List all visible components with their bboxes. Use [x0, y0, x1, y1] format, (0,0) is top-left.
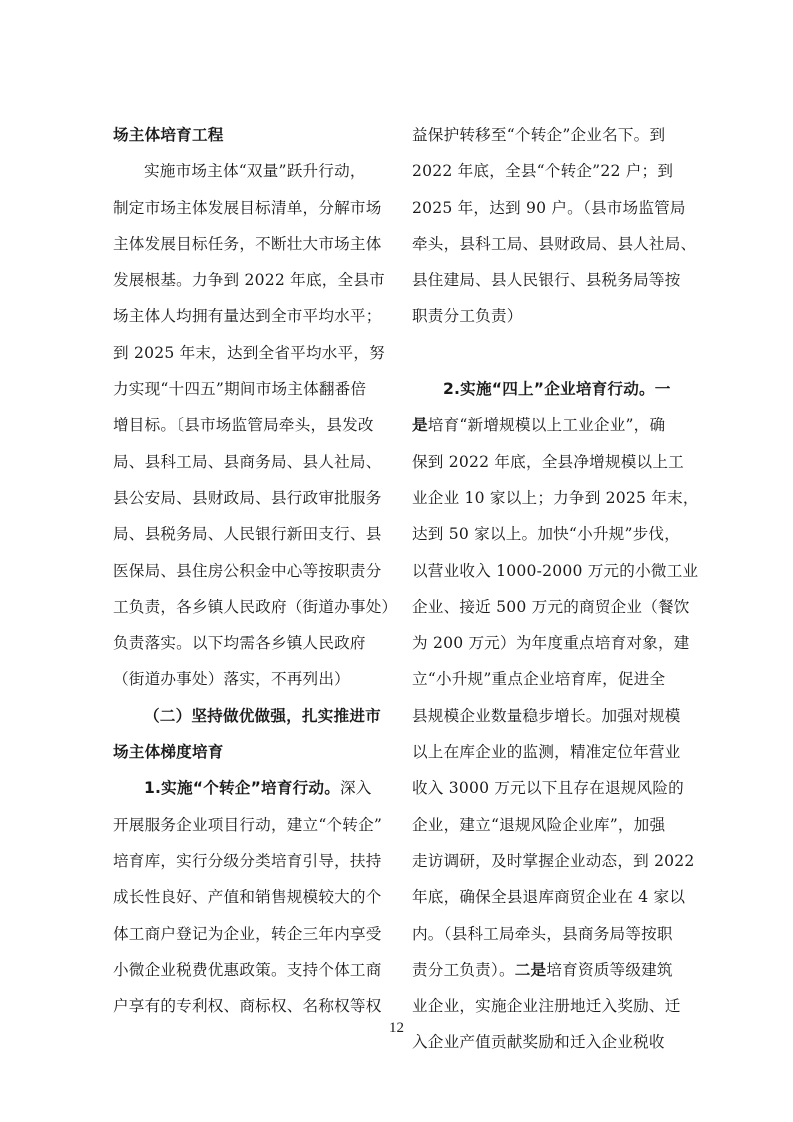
text-line: [412, 843, 704, 879]
line-text: 以上在库企业的监测，精准定位年营业: [412, 743, 681, 762]
line-text: 培育库，实行分级分类培育引导，扶持: [113, 851, 382, 870]
text-line: [412, 734, 704, 770]
line-text: 增目标。〔县市场监管局牵头，县发改: [113, 416, 374, 435]
line-text: 企业，建立“退规风险企业库”，加强: [412, 815, 666, 834]
line-text: 成长性良好、产值和销售规模较大的个: [113, 888, 382, 907]
bold-run: 是: [412, 416, 428, 435]
text-line: [412, 807, 704, 843]
text-line: [412, 589, 704, 625]
line-text: 力实现“十四五”期间市场主体翻番倍: [113, 380, 367, 399]
text-line: [113, 516, 403, 552]
text-line: [412, 988, 704, 1024]
text-line: [412, 625, 704, 661]
line-text: 负责落实。以下均需各乡镇人民政府: [113, 634, 366, 653]
line-text: （二）坚持做优做强，扎实推进市: [144, 706, 381, 725]
text-line: [113, 298, 403, 334]
text-line: [113, 770, 403, 806]
text-line: [113, 335, 403, 371]
line-text: 内。（县科工局牵头，县商务局等按职: [412, 924, 673, 943]
line-text: 达到 50 家以上。加快“小升规”步伐，: [412, 525, 681, 544]
line-text: 业企业 10 家以上；力争到 2025 年末，: [412, 488, 699, 507]
line-text: 为 200 万元）为年度重点培育对象，建: [412, 634, 690, 653]
bold-run: 二是: [514, 960, 547, 979]
text-line: [113, 480, 403, 516]
line-text: 益保护转移至“个转企”企业名下。到: [412, 126, 666, 144]
line-text: 走访调研，及时掌握企业动态，到 2022: [412, 851, 695, 870]
text-line: [113, 625, 403, 661]
line-text: （街道办事处）落实，不再列出）: [113, 670, 350, 689]
text-line: [113, 879, 403, 915]
line-text: 深入: [340, 779, 372, 798]
line-text: 小微企业税费优惠政策。支持个体工商: [113, 960, 382, 979]
line-text: 企业、接近 500 万元的商贸企业（餐饮: [412, 597, 690, 616]
line-text: 县公安局、县财政局、县行政审批服务: [113, 488, 382, 507]
text-line: [412, 444, 704, 480]
text-line: [412, 916, 704, 952]
text-line: [113, 661, 403, 697]
line-text: 县规模企业数量稳步增长。加强对规模: [412, 706, 681, 725]
line-text: 户享有的专利权、商标权、名称权等权: [113, 997, 382, 1016]
text-line: [412, 770, 704, 806]
text-line: [412, 153, 704, 189]
text-line: [113, 988, 403, 1024]
text-line: [113, 153, 403, 189]
line-text: 收入 3000 万元以下且存在退规风险的: [412, 779, 684, 798]
line-text: 开展服务企业项目行动，建立“个转企”: [113, 815, 383, 834]
line-text: 牵头，县科工局、县财政局、县人社局、: [412, 234, 697, 253]
line-text: 入企业产值贡献奖励和迁入企业税收: [412, 1033, 665, 1052]
line-text: 发展根基。力争到 2022 年底，全县市: [113, 271, 385, 290]
bold-run: 2.实施“四上”企业培育行动。一: [443, 380, 671, 399]
line-text: 业企业，实施企业注册地迁入奖励、迁: [412, 997, 681, 1016]
line-text: 培育资质等级建筑: [546, 960, 673, 979]
line-text: 制定市场主体发展目标清单，分解市场: [113, 198, 382, 217]
text-line: [412, 516, 704, 552]
text-line: [113, 916, 403, 952]
line-text: 保到 2022 年底，全县净增规模以上工: [412, 452, 684, 471]
line-text: 体工商户登记为企业，转企三年内享受: [113, 924, 382, 943]
line-text: 2025 年，达到 90 户。（县市场监管局: [412, 198, 686, 217]
text-line: [412, 226, 704, 262]
line-text: 立“小升规”重点企业培育库，促进全: [412, 670, 666, 689]
line-text: 局、县税务局、人民银行新田支行、县: [113, 525, 382, 544]
line-text: 职责分工负责）: [412, 307, 523, 326]
line-text: 县住建局、县人民银行、县税务局等按: [412, 271, 681, 290]
text-line: [113, 444, 403, 480]
line-text: 以营业收入 1000-2000 万元的小微工业: [412, 561, 699, 580]
text-line: [412, 879, 704, 915]
line-text: 到 2025 年末，达到全省平均水平，努: [113, 343, 385, 362]
text-line: [412, 407, 704, 443]
text-line: [412, 335, 704, 371]
text-line: [412, 190, 704, 226]
text-line: [113, 553, 403, 589]
text-line: [113, 589, 403, 625]
line-text: 医保局、县住房公积金中心等按职责分: [113, 561, 382, 580]
text-line: [412, 262, 704, 298]
line-text: 主体发展目标任务，不断壮大市场主体: [113, 234, 382, 253]
line-text: 场主体培育工程: [113, 126, 224, 144]
text-line: [113, 952, 403, 988]
text-line: [412, 371, 704, 407]
text-line: [113, 843, 403, 879]
page-number: 12: [389, 1020, 404, 1036]
text-line: [113, 371, 403, 407]
line-text: 年底，确保全县退库商贸企业在 4 家以: [412, 888, 686, 907]
text-line: [113, 262, 403, 298]
text-line: [113, 407, 403, 443]
text-line: [113, 698, 403, 734]
text-line: [412, 298, 704, 334]
text-line: [412, 661, 704, 697]
line-text: 责分工负责）。: [412, 960, 515, 979]
text-line: [412, 480, 704, 516]
text-line: [412, 117, 704, 153]
line-text: 场主体梯度培育: [113, 743, 224, 762]
text-line: [113, 226, 403, 262]
line-text: 场主体人均拥有量达到全市平均水平；: [113, 307, 382, 326]
bold-run: 1.实施“个转企”培育行动。: [144, 779, 341, 798]
text-line: [113, 807, 403, 843]
line-text: 工负责，各乡镇人民政府（街道办事处）: [113, 597, 398, 616]
line-text: 实施市场主体“双量”跃升行动，: [144, 162, 366, 181]
right-text-column: [412, 117, 704, 1061]
text-line: [412, 698, 704, 734]
text-line: [412, 952, 704, 988]
line-text: 培育“新增规模以上工业企业”，确: [427, 416, 666, 435]
left-text-column: [113, 117, 403, 1024]
text-line: [113, 117, 403, 153]
line-text: 局、县科工局、县商务局、县人社局、: [113, 452, 382, 471]
text-line: [113, 734, 403, 770]
text-line: [412, 553, 704, 589]
line-text: 2022 年底，全县“个转企”22 户；到: [412, 162, 674, 181]
text-line: [113, 190, 403, 226]
